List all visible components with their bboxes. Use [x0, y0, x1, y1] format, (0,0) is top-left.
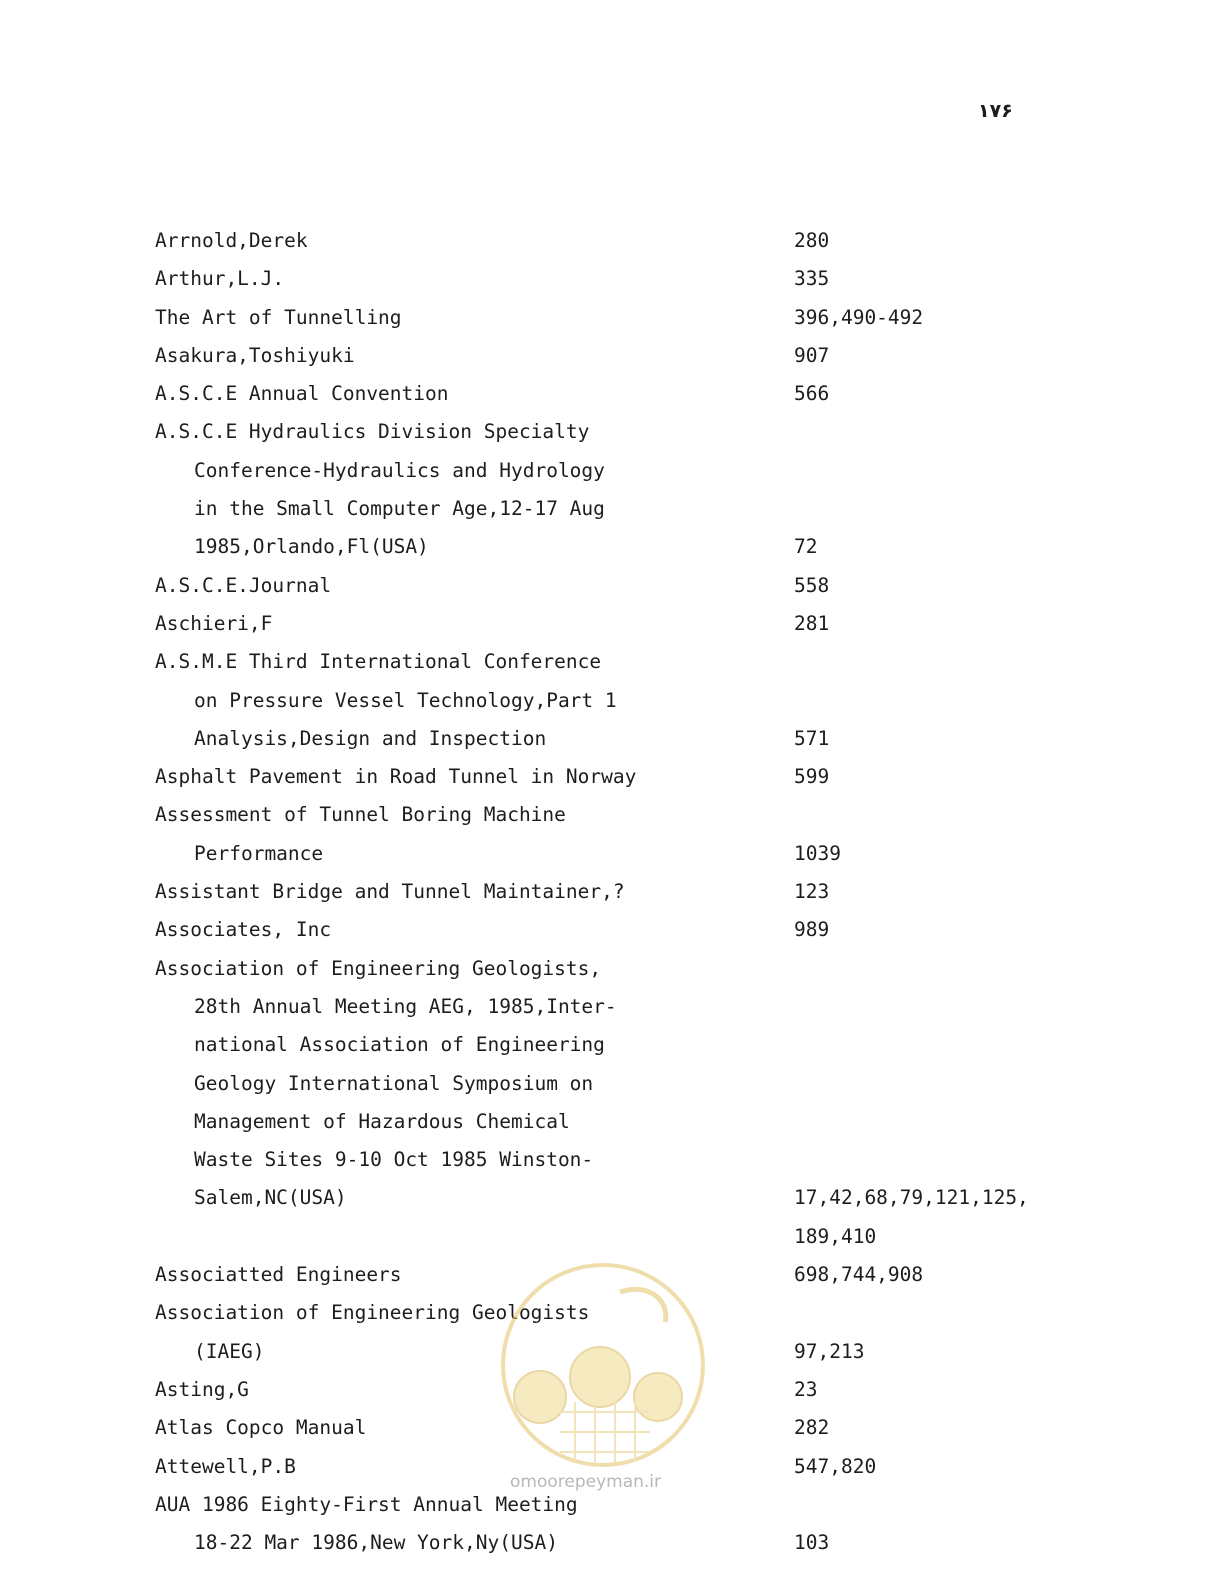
index-entry — [0, 1333, 1228, 1371]
entry-text: Attewell,P.B — [155, 1454, 296, 1478]
entry-text: Asakura,Toshiyuki — [155, 343, 355, 367]
entry-text: A.S.C.E Annual Convention — [155, 382, 449, 406]
entry-text: Assistant Bridge and Tunnel Maintainer,? — [155, 880, 625, 904]
entry-text: Conference-Hydraulics and Hydrology — [194, 458, 605, 482]
index-entry — [0, 1065, 1228, 1103]
entry-pages: 17,42,68,79,121,125, — [794, 1186, 1029, 1210]
index-entry — [0, 873, 1228, 911]
entry-text: 18-22 Mar 1986,New York,Ny(USA) — [194, 1531, 558, 1555]
index-entry — [0, 337, 1228, 375]
index-entry — [0, 528, 1228, 566]
index-entry — [0, 758, 1228, 796]
entry-text: in the Small Computer Age,12-17 Aug — [194, 497, 605, 521]
entry-pages: 566 — [794, 382, 830, 406]
index-entry — [0, 375, 1228, 413]
entry-pages: 396,490-492 — [794, 305, 924, 329]
entry-pages: 282 — [794, 1416, 830, 1440]
index-entry — [0, 1179, 1228, 1217]
entry-text: 1985,Orlando,Fl(USA) — [194, 535, 429, 559]
entry-pages: 72 — [794, 535, 818, 559]
entry-text: Asphalt Pavement in Road Tunnel in Norway — [155, 765, 637, 789]
entry-text: Analysis,Design and Inspection — [194, 726, 547, 750]
entry-text: Geology International Symposium on — [194, 1071, 594, 1095]
index-entry — [0, 605, 1228, 643]
entry-text: Assessment of Tunnel Boring Machine — [155, 803, 566, 827]
index-entry — [0, 1141, 1228, 1179]
entry-pages: 97,213 — [794, 1339, 865, 1363]
entry-pages: 907 — [794, 343, 830, 367]
index-entry — [0, 490, 1228, 528]
entry-pages: 547,820 — [794, 1454, 877, 1478]
entry-text: A.S.C.E Hydraulics Division Specialty — [155, 420, 590, 444]
index-entry — [0, 260, 1228, 298]
entry-pages: 698,744,908 — [794, 1263, 924, 1287]
entry-pages: 189,410 — [794, 1224, 877, 1248]
entry-pages: 989 — [794, 918, 830, 942]
index-entry — [0, 1409, 1228, 1447]
entry-text: Associates, Inc — [155, 918, 332, 942]
index-entry — [0, 567, 1228, 605]
index-list — [0, 222, 1228, 1562]
index-entry — [0, 222, 1228, 260]
entry-pages: 281 — [794, 611, 830, 635]
entry-text: Atlas Copco Manual — [155, 1416, 367, 1440]
entry-text: Association of Engineering Geologists — [155, 1301, 590, 1325]
entry-text: national Association of Engineering — [194, 1033, 605, 1057]
index-entry — [0, 299, 1228, 337]
index-entry — [0, 1371, 1228, 1409]
entry-pages: 103 — [794, 1531, 830, 1555]
entry-text: Salem,NC(USA) — [194, 1186, 347, 1210]
index-entry — [0, 452, 1228, 490]
entry-text: Asting,G — [155, 1377, 249, 1401]
index-entry — [0, 988, 1228, 1026]
index-entry — [0, 1026, 1228, 1064]
index-entry — [0, 1103, 1228, 1141]
entry-pages: 571 — [794, 726, 830, 750]
index-entry — [0, 413, 1228, 451]
entry-pages: 1039 — [794, 841, 841, 865]
entry-pages: 599 — [794, 765, 830, 789]
entry-text: AUA 1986 Eighty-First Annual Meeting — [155, 1492, 578, 1516]
index-entry — [0, 1256, 1228, 1294]
index-entry — [0, 796, 1228, 834]
index-entry — [0, 720, 1228, 758]
entry-text: Arthur,L.J. — [155, 267, 285, 291]
entry-text: Arrnold,Derek — [155, 229, 308, 252]
entry-text: Waste Sites 9-10 Oct 1985 Winston- — [194, 1148, 594, 1172]
entry-pages: 335 — [794, 267, 830, 291]
index-entry — [0, 835, 1228, 873]
index-entry — [0, 643, 1228, 681]
entry-text: Association of Engineering Geologists, — [155, 956, 602, 980]
index-entry — [0, 950, 1228, 988]
entry-text: on Pressure Vessel Technology,Part 1 — [194, 688, 617, 712]
index-entry — [0, 911, 1228, 949]
entry-text: 28th Annual Meeting AEG, 1985,Inter- — [194, 994, 617, 1018]
index-entry — [0, 1294, 1228, 1332]
entry-text: The Art of Tunnelling — [155, 305, 402, 329]
index-entry — [0, 1218, 1228, 1256]
entry-pages: 23 — [794, 1377, 818, 1401]
entry-text: Aschieri,F — [155, 611, 273, 635]
entry-pages: 123 — [794, 880, 830, 904]
index-entry — [0, 1524, 1228, 1562]
entry-text: A.S.C.E.Journal — [155, 573, 332, 597]
entry-pages: 558 — [794, 573, 830, 597]
entry-text: A.S.M.E Third International Conference — [155, 650, 602, 674]
entry-text: Associatted Engineers — [155, 1263, 402, 1287]
entry-text: Performance — [194, 841, 324, 865]
entry-text: Management of Hazardous Chemical — [194, 1109, 570, 1133]
page-number: ۱۷۶ — [978, 100, 1013, 122]
entry-text: (IAEG) — [194, 1339, 265, 1363]
entry-pages: 280 — [794, 229, 830, 252]
index-entry — [0, 682, 1228, 720]
watermark-url: omoorepeyman.ir — [510, 1472, 662, 1492]
